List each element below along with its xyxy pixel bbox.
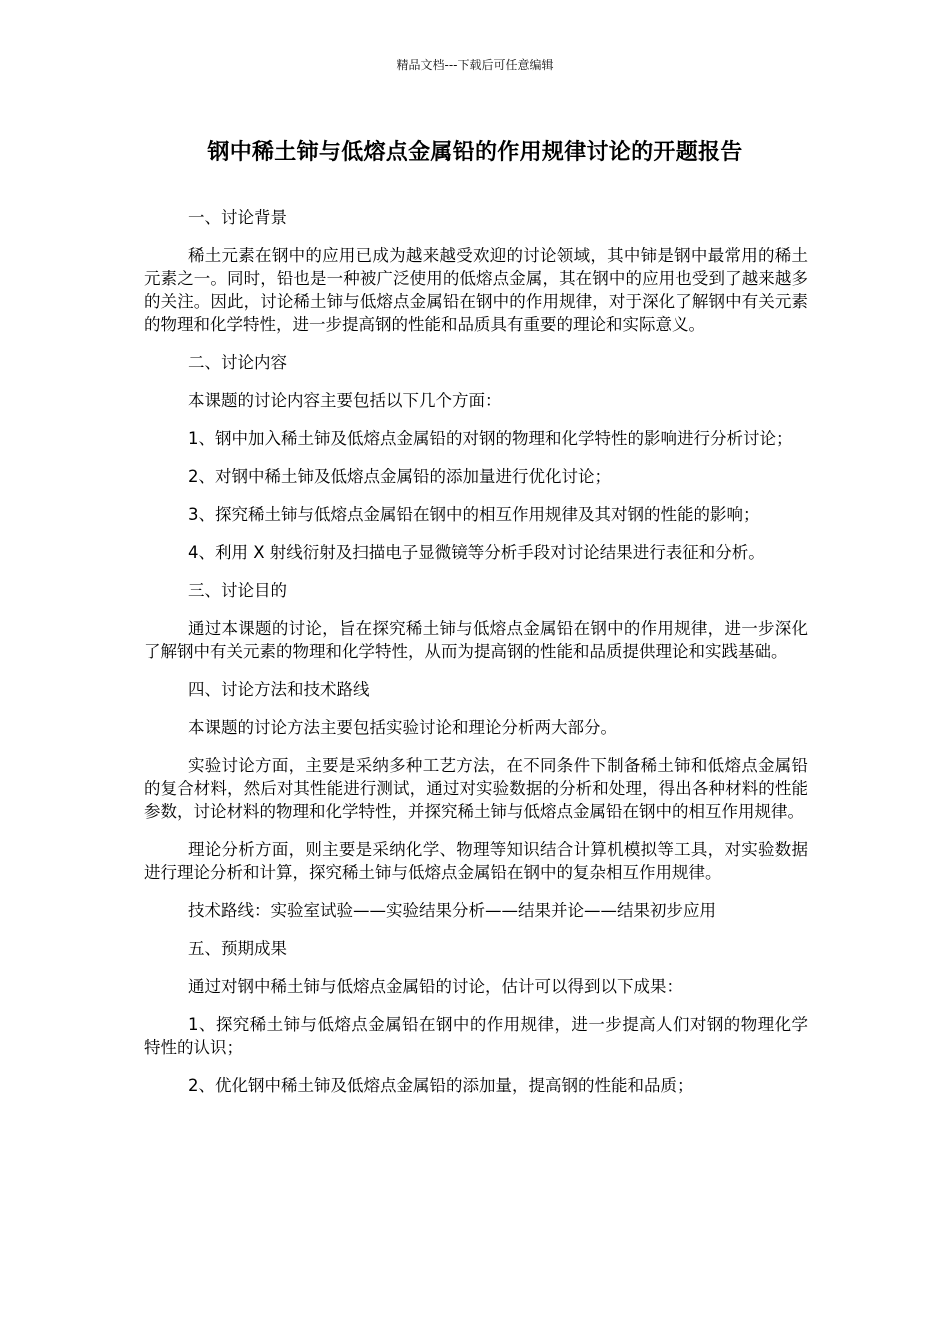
section-heading-content: 二、讨论内容: [188, 353, 287, 372]
document-body: [144, 206, 808, 1112]
purpose-paragraph: 通过本课题的讨论，旨在探究稀土铈与低熔点金属铅在钢中的作用规律，进一步深化了解钢中有关元素的物理和化学特性，从而为提高钢的性能和品质提供理论和实践基础。: [144, 619, 808, 661]
header-note: 精品文档---下载后可任意编辑: [396, 58, 554, 72]
document-title: 钢中稀土铈与低熔点金属铅的作用规律讨论的开题报告: [207, 140, 743, 165]
methods-paragraph: 理论分析方面，则主要是采纳化学、物理等知识结合计算机模拟等工具，对实验数据进行理论分析和计算，探究稀土铈与低熔点金属铅在钢中的复杂相互作用规律。: [144, 840, 808, 882]
outcome-item: 1、探究稀土铈与低熔点金属铅在钢中的作用规律，进一步提高人们对钢的物理化学特性的认识；: [144, 1015, 808, 1057]
section-heading-background: 一、讨论背景: [188, 208, 287, 227]
technical-route: 技术路线：实验室试验——实验结果分析——结果并论——结果初步应用: [188, 901, 716, 920]
content-item: 4、利用 X 射线衍射及扫描电子显微镜等分析手段对讨论结果进行表征和分析。: [188, 543, 765, 562]
content-intro: 本课题的讨论内容主要包括以下几个方面：: [188, 391, 502, 410]
outcomes-intro: 通过对钢中稀土铈与低熔点金属铅的讨论，估计可以得到以下成果：: [188, 977, 683, 996]
methods-paragraph: 本课题的讨论方法主要包括实验讨论和理论分析两大部分。: [188, 718, 617, 737]
section-heading-outcomes: 五、预期成果: [188, 939, 287, 958]
outcome-item: 2、优化钢中稀土铈及低熔点金属铅的添加量，提高钢的性能和品质；: [188, 1076, 694, 1095]
background-paragraph: 稀土元素在钢中的应用已成为越来越受欢迎的讨论领域，其中铈是钢中最常用的稀土元素之一。同时，铅也是一种被广泛使用的低熔点金属，其在钢中的应用也受到了越来越多的关注。因此，讨论稀土铈与低熔点金属铅在钢中的作用规律，对于深化了解钢中有关元素的物理和化学特性，进一步提高钢的性能和品质具有重要的理论和实际意义。: [144, 246, 808, 334]
content-item: 3、探究稀土铈与低熔点金属铅在钢中的相互作用规律及其对钢的性能的影响；: [188, 505, 760, 524]
methods-paragraph: 实验讨论方面，主要是采纳多种工艺方法，在不同条件下制备稀土铈和低熔点金属铅的复合材料，然后对其性能进行测试，通过对实验数据的分析和处理，得出各种材料的性能参数，讨论材料的物理和化学特性，并探究稀土铈与低熔点金属铅在钢中的相互作用规律。: [144, 756, 808, 821]
content-item: 1、钢中加入稀土铈及低熔点金属铅的对钢的物理和化学特性的影响进行分析讨论；: [188, 429, 793, 448]
section-heading-methods: 四、讨论方法和技术路线: [188, 680, 370, 699]
content-item: 2、对钢中稀土铈及低熔点金属铅的添加量进行优化讨论；: [188, 467, 611, 486]
section-heading-purpose: 三、讨论目的: [188, 581, 287, 600]
